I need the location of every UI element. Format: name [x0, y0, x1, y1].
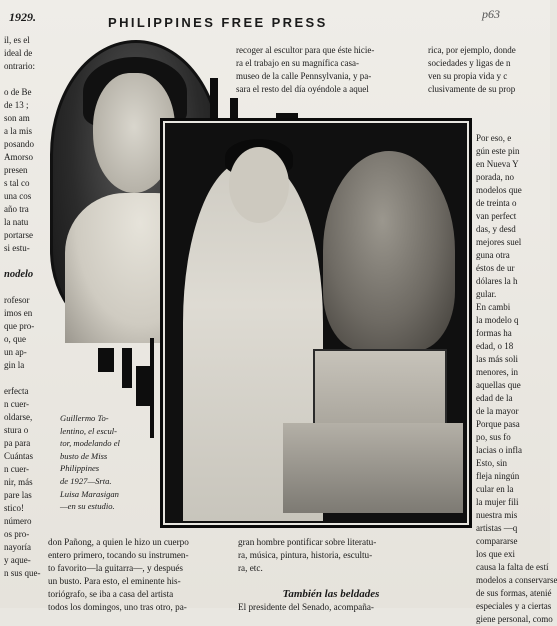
handwritten-page-mark: p63 [482, 7, 500, 21]
text-line: si estu- [4, 243, 30, 253]
text-line: n sus que- [4, 568, 41, 578]
text-line: erfecta [4, 386, 29, 396]
decorative-block [136, 366, 150, 406]
text-line: de la mayor [476, 406, 519, 416]
text-line: gún este pin [476, 146, 520, 156]
text-line: son am [4, 113, 30, 123]
mid-top-text-column [236, 44, 421, 96]
text-line: la mujer fili [476, 497, 519, 507]
sculptor-head [229, 147, 289, 223]
text-line: cular en la [476, 484, 514, 494]
text-line: una cos [4, 191, 32, 201]
text-line: don Pañong, a quien le hizo un cuerpo [48, 537, 189, 547]
caption-line: Philippines [60, 463, 100, 474]
text-line: modelos que [476, 185, 522, 195]
text-line: y aque- [4, 555, 31, 565]
publication-title: PHILIPPINES FREE PRESS [108, 15, 328, 30]
caption-line: de 1927—Srta. [60, 475, 112, 486]
text-line: lacias o infla [476, 445, 522, 455]
text-line: s tal co [4, 178, 30, 188]
decorative-block [210, 78, 218, 120]
text-line: o, que [4, 334, 26, 344]
text-line: stura o [4, 425, 29, 435]
text-line: imos en [4, 308, 33, 318]
text-line: das, y desd [476, 224, 516, 234]
text-line: to favorito—la guitarra—, y después [48, 563, 183, 573]
text-line: entero primero, tocando su instrumen- [48, 550, 189, 560]
text-line: n cuer- [4, 464, 30, 474]
text-line: Amorso [4, 152, 33, 162]
page-header [0, 4, 550, 30]
text-line: la natu [4, 217, 29, 227]
text-line: aquellas que [476, 380, 521, 390]
text-line: ontrario: [4, 61, 35, 71]
text-line: edad, o 18 [476, 341, 514, 351]
text-line: ra, música, pintura, historia, escultu- [238, 550, 373, 560]
text-line: il, es el [4, 35, 30, 45]
text-line: portarse [4, 230, 33, 240]
text-line: gular. [476, 289, 497, 299]
text-line: pare las [4, 490, 32, 500]
bottom-mid2-text-column [238, 536, 424, 614]
text-line: de 13 ; [4, 100, 29, 110]
text-line: Por eso, e [476, 133, 512, 143]
text-line [4, 73, 46, 86]
text-line: n cuer- [4, 399, 30, 409]
text-line: porada, no [476, 172, 514, 182]
caption-line: —en su estudio. [60, 501, 115, 512]
text-line: sociedades y ligas de n [428, 58, 511, 68]
caption-line: Guillermo To- [60, 413, 109, 423]
decorative-block [122, 348, 132, 388]
caption-line: Luisa Marasigan [60, 488, 119, 499]
right-top-text-column [428, 44, 546, 96]
text-line: menores, in [476, 367, 518, 377]
text-line [4, 372, 46, 385]
text-line: gin la [4, 360, 25, 370]
text-line: ideal de [4, 48, 33, 58]
text-line: Porque pasa [476, 419, 520, 429]
text-line: un busto. Para esto, el eminente his- [48, 576, 181, 586]
text-line: ven su propia vida y c [428, 71, 508, 81]
text-line: También las beldades [282, 588, 380, 600]
text-line: los que exi [476, 549, 515, 559]
text-line: nir, más [4, 477, 33, 487]
text-line [4, 281, 46, 294]
text-line: En cambi [476, 302, 511, 312]
right-text-column [476, 132, 557, 626]
text-line: ra, etc. [238, 563, 263, 573]
text-line: de treinta o [476, 198, 517, 208]
sculpture-base [283, 423, 463, 513]
text-line: Cuántas [4, 451, 33, 461]
text-line: pa para [4, 438, 31, 448]
photo-caption [60, 412, 158, 513]
sculptor-photo [160, 118, 472, 528]
text-line: causa la falta de estí [476, 562, 549, 572]
text-line: nodelo [4, 269, 34, 280]
text-line: clusivamente de su prop [428, 84, 516, 94]
text-line: fleja ningún [476, 471, 520, 481]
text-line: número [4, 516, 32, 526]
text-line: a la mis [4, 126, 32, 136]
text-line: gran hombre pontificar sobre literatu- [238, 537, 377, 547]
text-line: oldarse, [4, 412, 33, 422]
text-line: un ap- [4, 347, 27, 357]
caption-line: busto de Miss [60, 450, 108, 461]
text-line: recoger al escultor para que éste hicie- [236, 45, 375, 55]
text-line: la modelo q [476, 315, 519, 325]
text-line: que pro- [4, 321, 35, 331]
text-line: modelos a conservarse [476, 575, 557, 585]
text-line: formas ha [476, 328, 512, 338]
caption-line: tor, modelando el [60, 438, 120, 449]
text-line: El presidente del Senado, acompaña- [238, 602, 374, 612]
text-line: nuestra mis [476, 510, 518, 520]
text-line: mejores suel [476, 237, 522, 247]
text-line: todos los domingos, uno tras otro, pa- [48, 602, 187, 612]
text-line: rofesor [4, 295, 30, 305]
text-line: museo de la calle Pennsylvania, y pa- [236, 71, 372, 81]
text-line: nayoría [4, 542, 31, 552]
text-line: presen [4, 165, 28, 175]
left-text-column [4, 34, 46, 580]
text-line: en Nueva Y [476, 159, 519, 169]
text-line [238, 575, 424, 588]
text-line: año tra [4, 204, 29, 214]
text-line: sara el resto del día oyéndole a aquel [236, 84, 369, 94]
text-line: os pro- [4, 529, 30, 539]
text-line: giene personal, como [476, 614, 553, 624]
text-line: stico! [4, 503, 24, 513]
text-line [4, 255, 46, 268]
text-line: las más soli [476, 354, 518, 364]
decorative-block [98, 348, 114, 372]
text-line: artistas —q [476, 523, 518, 533]
text-line: compararse [476, 536, 518, 546]
caption-line: lentino, el escul- [60, 425, 118, 436]
text-line: de sus formas, atenié [476, 588, 552, 598]
sculpture-stand [313, 349, 447, 433]
text-line: toriógrafo, se iba a casa del artista [48, 589, 174, 599]
text-line: edad de la [476, 393, 513, 403]
text-line: posando [4, 139, 34, 149]
text-line: especiales y a ciertas [476, 601, 552, 611]
text-line: rica, por ejemplo, donde [428, 45, 516, 55]
text-line: dólares la h [476, 276, 518, 286]
text-line: ra el trabajo en su magnífica casa- [236, 58, 359, 68]
text-line: van perfect [476, 211, 517, 221]
text-line: Esto, sin [476, 458, 508, 468]
text-line: guna otra [476, 250, 510, 260]
bottom-mid-text-column [48, 536, 238, 614]
issue-year: 1929. [9, 10, 36, 24]
text-line: o de Be [4, 87, 32, 97]
text-line: éstos de ur [476, 263, 515, 273]
sculpted-bust [323, 151, 455, 351]
text-line: po, sus fo [476, 432, 511, 442]
